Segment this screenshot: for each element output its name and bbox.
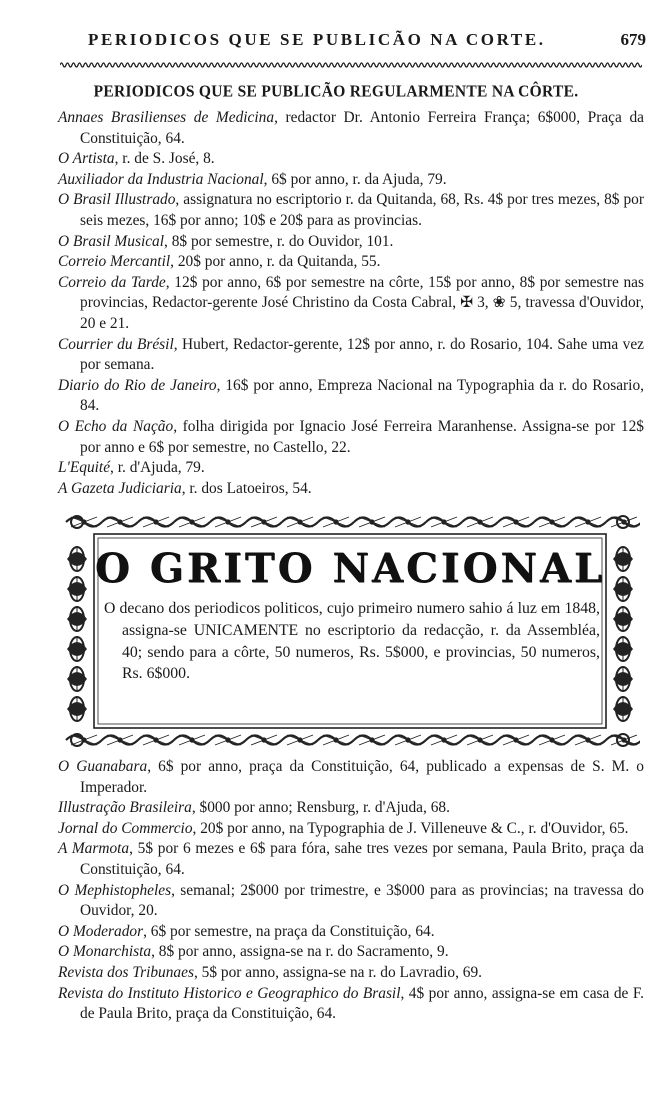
periodical-details: , 6$ por anno, r. da Ajuda, 79. bbox=[263, 170, 447, 188]
periodical-entry bbox=[58, 232, 644, 253]
periodical-title: Courrier du Brésil bbox=[58, 335, 174, 353]
periodical-entry bbox=[58, 479, 644, 500]
periodical-details: , Hubert, Redactor-gerente, 12$ por anno, r. do Rosario, 104. Sahe uma vez por semana. bbox=[80, 335, 644, 374]
periodical-details: , 8$ por semestre, r. do Ouvidor, 101. bbox=[164, 232, 394, 250]
periodical-title: Annaes Brasilienses de Medicina bbox=[58, 109, 275, 126]
periodical-entry bbox=[58, 190, 644, 231]
periodical-details: , 5$ por 6 mezes e 6$ para fóra, sahe tres vezes por semana, Paula Brito, praça da Constituição, 64. bbox=[80, 840, 644, 878]
periodical-details: , 20$ por anno, r. da Quitanda, 55. bbox=[170, 253, 381, 271]
periodical-details: , 5$ por anno, assigna-se na r. do Lavradio, 69. bbox=[193, 963, 483, 981]
periodical-title: Correio Mercantil bbox=[58, 253, 171, 271]
periodical-entry bbox=[58, 417, 644, 458]
wavy-rule-divider bbox=[60, 60, 642, 70]
periodical-title: L'Equité bbox=[58, 459, 111, 477]
periodical-entry bbox=[58, 376, 644, 417]
advert-title: O GRITO NACIONAL bbox=[94, 545, 606, 592]
periodical-entry bbox=[58, 273, 644, 335]
periodical-entry bbox=[58, 881, 644, 922]
periodical-entry bbox=[58, 798, 644, 819]
periodicals-list-lower bbox=[58, 757, 644, 1025]
periodical-details: , r. de S. José, 8. bbox=[114, 150, 215, 168]
periodical-title: O Guanabara bbox=[58, 758, 148, 775]
periodical-details: , 20$ por anno, na Typographia de J. Villeneuve & C., r. d'Ouvidor, 65. bbox=[192, 819, 629, 837]
periodical-title: Jornal do Commercio bbox=[58, 819, 193, 837]
periodicals-list-upper bbox=[58, 108, 644, 499]
periodical-entry bbox=[58, 335, 644, 376]
periodical-entry bbox=[58, 839, 644, 880]
periodical-entry bbox=[58, 942, 644, 963]
periodical-title: O Brasil Illustrado bbox=[58, 191, 176, 209]
periodical-title: Auxiliador da Industria Nacional bbox=[58, 170, 264, 188]
periodical-title: Illustração Brasileira bbox=[58, 799, 192, 817]
periodical-details: , r. d'Ajuda, 79. bbox=[110, 459, 205, 477]
periodical-entry bbox=[58, 458, 644, 479]
periodical-title: Diario do Rio de Janeiro bbox=[58, 376, 217, 394]
periodical-title: Revista do Instituto Historico e Geographico do Brasil bbox=[58, 984, 401, 1002]
periodical-title: O Brasil Musical bbox=[58, 232, 165, 250]
periodical-details: , assignatura no escriptorio r. da Quitanda, 68, Rs. 4$ por tres mezes, 8$ por seis mezes, 16$ por anno; 10$ e 20$ para as provincias. bbox=[80, 191, 644, 229]
periodical-details: , folha dirigida por Ignacio José Ferreira Maranhense. Assigna-se por 12$ por anno e 6$ por semestre, no Castello, 22. bbox=[80, 417, 644, 456]
periodical-entry bbox=[58, 108, 644, 149]
periodical-details: , $000 por anno; Rensburg, r. d'Ajuda, 68. bbox=[191, 799, 450, 817]
page-number: 679 bbox=[620, 30, 646, 49]
running-title: PERIODICOS QUE SE PUBLICÃO NA CORTE. bbox=[88, 30, 546, 49]
periodical-entry bbox=[58, 819, 644, 840]
periodical-details: , 6$ por anno, praça da Constituição, 64, publicado a expensas de S. M. o Imperador. bbox=[80, 758, 644, 796]
running-head bbox=[88, 28, 648, 54]
periodical-details: , 8$ por anno, assigna-se na r. do Sacramento, 9. bbox=[151, 943, 449, 961]
periodical-entry bbox=[58, 757, 644, 798]
periodical-details: , 4$ por anno, assigna-se em casa de F. de Paula Brito, praça da Constituição, 64. bbox=[80, 984, 644, 1023]
periodical-entry bbox=[58, 149, 644, 170]
advert-body-text: O decano dos periodicos politicos, cujo primeiro numero sahio á luz em 1848, assigna-se UNICAMENTE no escriptorio da redacção, r. da Assembléa, 40; sendo para a côrte, 50 numeros, Rs. 5$000, e provincias, 50 numeros, Rs. 6$000. bbox=[104, 600, 600, 683]
periodical-details: , r. dos Latoeiros, 54. bbox=[181, 479, 312, 497]
periodical-entry bbox=[58, 963, 644, 984]
periodical-details: , 12$ por anno, 6$ por semestre na côrte, 15$ por anno, 8$ por semestre nas provincias, Redactor-gerente José Christino da Costa Cabral, ✠ 3, ❀ 5, travessa d'Ouvidor, 20 e 21. bbox=[80, 273, 644, 332]
grito-nacional-advert bbox=[60, 510, 640, 752]
periodical-entry bbox=[58, 984, 644, 1025]
periodical-title: O Moderador bbox=[58, 922, 144, 940]
periodical-entry bbox=[58, 922, 644, 943]
periodical-title: O Monarchista bbox=[58, 943, 152, 961]
periodical-title: A Marmota bbox=[58, 840, 130, 858]
periodical-title: O Artista bbox=[58, 150, 115, 168]
periodical-entry bbox=[58, 170, 644, 191]
periodical-details: , 6$ por semestre, na praça da Constituição, 64. bbox=[143, 922, 435, 940]
periodical-details: , 16$ por anno, Empreza Nacional na Typographia da r. do Rosario, 84. bbox=[80, 376, 644, 415]
periodical-title: Revista dos Tribunaes bbox=[58, 963, 194, 981]
periodical-details: , redactor Dr. Antonio Ferreira França; 6$000, Praça da Constituição, 64. bbox=[80, 109, 644, 147]
periodical-title: Correio da Tarde bbox=[58, 273, 166, 291]
periodical-title: O Mephistopheles bbox=[58, 881, 172, 899]
periodical-entry bbox=[58, 252, 644, 273]
section-heading: PERIODICOS QUE SE PUBLICÃO REGULARMENTE NA CÔRTE. bbox=[93, 82, 579, 101]
periodical-title: O Echo da Nação bbox=[58, 417, 174, 435]
periodical-title: A Gazeta Judiciaria bbox=[58, 479, 182, 497]
periodical-details: , semanal; 2$000 por trimestre, e 3$000 para as provincias; na travessa do Ouvidor, 20. bbox=[80, 881, 644, 920]
advert-body bbox=[104, 598, 600, 685]
